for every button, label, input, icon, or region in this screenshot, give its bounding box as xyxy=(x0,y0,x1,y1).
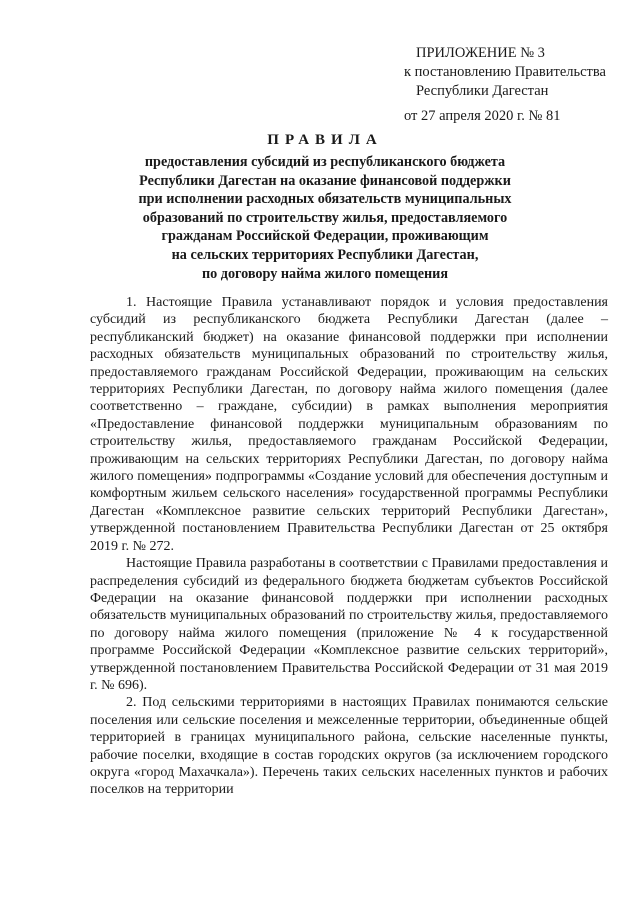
appendix-date: от 27 апреля 2020 г. № 81 xyxy=(404,108,561,124)
document-title-block xyxy=(90,132,560,283)
subtitle-line: при исполнении расходных обязательств муниципальных xyxy=(138,191,512,208)
subtitle-line: Республики Дагестан на оказание финансовой поддержки xyxy=(139,172,511,189)
subtitle-line: гражданам Российской Федерации, проживающим xyxy=(161,228,489,245)
paragraph: 2. Под сельскими территориями в настоящих Правилах понимаются сельские поселения или сельские поселения и межселенные территории, объединенные общей территорией в границах муниципального района, сельские населенные пункты, рабочие поселки, входящие в состав городских округов (за исключением городского округа «город Махачкала»). Перечень таких сельских населенных пунктов и рабочих поселков на территории xyxy=(90,695,608,798)
subtitle-line: образований по строительству жилья, предоставляемого xyxy=(142,209,508,226)
document-subtitle xyxy=(90,153,560,283)
document-body xyxy=(90,294,608,799)
appendix-issuer: Республики Дагестан xyxy=(416,83,549,99)
paragraph: Настоящие Правила разработаны в соответствии с Правилами предоставления и распределения субсидий из федерального бюджета бюджетам субъектов Российской Федерации на оказание финансовой поддержки при исполнении расходных обязательств муниципальных образований по строительству жилья, предоставляемого по договору найма жилого помещения (приложение № 4 к государственной программе Российской Федерации «Комплексное развитие сельских территорий», утвержденной постановлением Правительства Российской Федерации от 31 мая 2019 г. № 696). xyxy=(90,556,608,693)
appendix-number: ПРИЛОЖЕНИЕ № 3 xyxy=(416,45,545,61)
subtitle-line: на сельских территориях Республики Дагестан, xyxy=(171,246,479,263)
appendix-reference: к постановлению Правительства xyxy=(404,64,606,80)
appendix-header xyxy=(404,44,624,126)
document-title: ПРАВИЛА xyxy=(267,132,383,148)
subtitle-line: по договору найма жилого помещения xyxy=(201,265,449,282)
paragraph: 1. Настоящие Правила устанавливают порядок и условия предоставления субсидий из республиканского бюджета Республики Дагестан (далее – республиканский бюджет) на оказание финансовой поддержки при исполнении расходных обязательств муниципальных образований по строительству жилья, предоставляемого гражданам Российской Федерации, проживающим на сельских территориях Республики Дагестан, по договору найма жилого помещения (далее соответственно – граждане, субсидии) в рамках выполнения мероприятия «Предоставление финансовой поддержки муниципальным образованиям по строительству жилья, предоставляемого гражданам Российской Федерации, проживающим на сельских территориях Республики Дагестан, по договору найма жилого помещения» подпрограммы «Создание условий для обеспечения доступным и комфортным жильем сельского населения» государственной программы Республики Дагестан «Комплексное развитие сельских территорий Республики Дагестан», утвержденной постановлением Правительства Республики Дагестан от 25 октября 2019 г. № 272. xyxy=(90,295,608,554)
subtitle-line: предоставления субсидий из республиканского бюджета xyxy=(144,154,506,170)
